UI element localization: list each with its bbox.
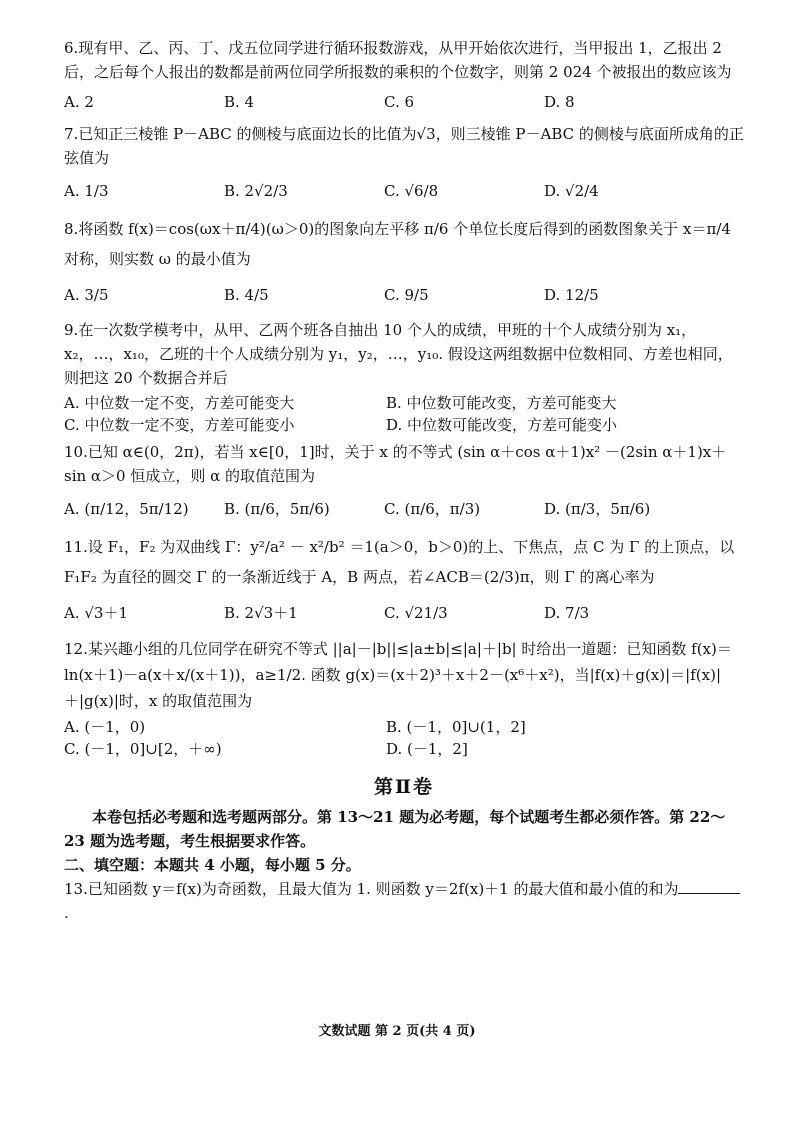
question-stem: 12.某兴趣小组的几位同学在研究不等式 ||a|－|b||≤|a±b|≤|a|＋|b| 时给出一道题：已知函数 f(x)＝ln(x＋1)－a(x＋x/(x＋1))，a≥1/2. 函数 g(x)＝(x＋2)³＋x＋2－(x⁶＋x²)，当|f(x)＋g(x)|＝|f(x)|＋|g(x)|时，x 的取值范围为 (64, 640, 732, 710)
question-6 (64, 36, 744, 116)
option-c: C. √21/3 (384, 604, 448, 622)
question-stem: 6.现有甲、乙、丙、丁、戊五位同学进行循环报数游戏，从甲开始依次进行，当甲报出 1，乙报出 2 后，之后每个人报出的数都是前两位同学所报数的乘积的个位数字，则第 2 024 个被报出的数应该为 (64, 39, 732, 81)
part-two-intro: 本卷包括必考题和选考题两部分。第 13～21 题为必考题，每个试题考生都必须作答。第 22～23 题为选考题，考生根据要求作答。 (64, 808, 726, 850)
question-stem: 8.将函数 f(x)＝cos(ωx＋π/4)(ω＞0)的图象向左平移 π/6 个单位长度后得到的函数图象关于 x＝π/4 对称，则实数 ω 的最小值为 (64, 220, 731, 268)
fill-blank-heading: 二、填空题：本题共 4 小题，每小题 5 分。 (64, 856, 361, 874)
options-grid (64, 716, 744, 760)
option-d: D. (π/3，5π/6) (544, 500, 651, 518)
option-b: B. 2√2/3 (224, 182, 288, 200)
option-b: B. (π/6，5π/6) (224, 500, 330, 518)
option-a: A. (π/12，5π/12) (64, 500, 189, 518)
question-stem: 7.已知正三棱锥 P－ABC 的侧棱与底面边长的比值为√3，则三棱锥 P－ABC 的侧棱与底面所成角的正弦值为 (64, 125, 744, 167)
question-10 (64, 440, 744, 526)
option-a: A. 1/3 (64, 182, 109, 200)
answer-blank (678, 879, 740, 894)
question-11 (64, 532, 744, 630)
option-a: A. (－1，0) (64, 718, 146, 736)
option-a: A. 2 (64, 93, 94, 111)
options-grid (64, 392, 744, 436)
option-c: C. 中位数一定不变，方差可能变小 (64, 416, 295, 434)
question-stem: 9.在一次数学模考中，从甲、乙两个班各自抽出 10 个人的成绩，甲班的十个人成绩分别为 x₁，x₂，…，x₁₀，乙班的十个人成绩分别为 y₁，y₂，…，y₁₀. 假设这两组数据中位数相同、方差也相同，则把这 20 个数据合并后 (64, 321, 733, 387)
option-a: A. 中位数一定不变，方差可能变大 (64, 394, 295, 412)
option-d: D. 12/5 (544, 286, 599, 304)
part-two-title: 第Ⅱ卷 (373, 776, 434, 798)
options-row (64, 88, 744, 116)
option-b: B. 4 (224, 93, 255, 111)
option-c: C. √6/8 (384, 182, 439, 200)
option-d: D. 8 (544, 93, 575, 111)
option-b: B. (－1，0]∪(1，2] (386, 718, 526, 736)
option-c: C. (－1，0]∪[2，＋∞) (64, 740, 222, 758)
option-d: D. √2/4 (544, 182, 599, 200)
options-row (64, 174, 744, 208)
question-8 (64, 214, 744, 312)
question-7 (64, 122, 744, 208)
options-row (64, 596, 744, 630)
page-footer: 文数试题 第 2 页(共 4 页) (318, 1024, 476, 1039)
option-d: D. 中位数可能改变，方差可能变小 (386, 416, 618, 434)
option-d: D. (－1，2] (386, 740, 468, 758)
options-row (64, 492, 744, 526)
question-13: 13.已知函数 y＝f(x)为奇函数，且最大值为 1. 则函数 y＝2f(x)＋1 的最大值和最小值的和为. (64, 877, 744, 925)
option-a: A. √3＋1 (64, 604, 129, 622)
option-b: B. 中位数可能改变，方差可能变大 (386, 394, 617, 412)
option-d: D. 7/3 (544, 604, 590, 622)
option-b: B. 2√3＋1 (224, 604, 298, 622)
option-c: C. (π/6，π/3) (384, 500, 481, 518)
option-b: B. 4/5 (224, 286, 269, 304)
question-9 (64, 318, 744, 436)
option-c: C. 6 (384, 93, 415, 111)
question-stem: 11.设 F₁，F₂ 为双曲线 Γ：y²/a² － x²/b² ＝1(a＞0，b＞0)的上、下焦点，点 C 为 Γ 的上顶点，以 F₁F₂ 为直径的圆交 Γ 的一条渐近线于 A，B 两点，若∠ACB＝(2/3)π，则 Γ 的离心率为 (64, 538, 735, 586)
option-c: C. 9/5 (384, 286, 429, 304)
question-12 (64, 636, 744, 760)
option-a: A. 3/5 (64, 286, 109, 304)
options-row (64, 278, 744, 312)
question-stem: 10.已知 α∈(0，2π)，若当 x∈[0，1]时，关于 x 的不等式 (sin α＋cos α＋1)x² －(2sin α＋1)x＋sin α＞0 恒成立，则 α 的取值范围为 (64, 443, 727, 485)
